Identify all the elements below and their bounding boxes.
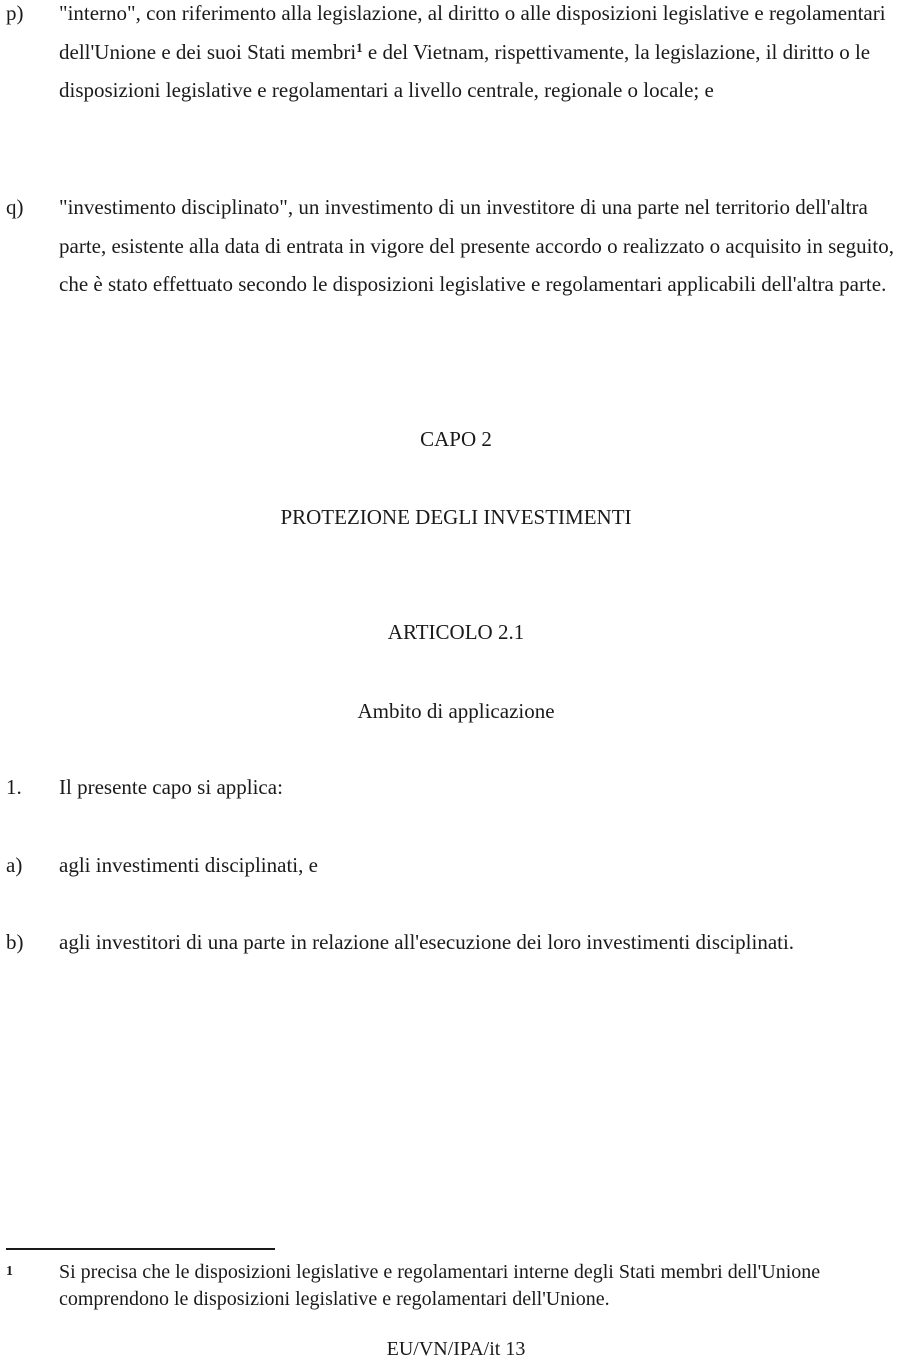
footnote	[0, 1259, 900, 1312]
footnote-separator	[6, 1248, 275, 1250]
definition-text	[59, 0, 897, 110]
definition-marker: q)	[6, 195, 24, 219]
definition-q	[0, 188, 900, 304]
paragraph-marker: b)	[6, 930, 24, 954]
definition-text-start: "interno", con riferimento alla legislazione, al diritto o alle disposizioni legislative e regolamentari dell'Unione e dei suoi Stati membri	[59, 1, 886, 64]
paragraph-text: agli investitori di una parte in relazione all'esecuzione dei loro investimenti disciplinati.	[59, 930, 795, 954]
chapter-number: CAPO 2	[420, 427, 492, 451]
footnote-reference[interactable]: 1	[356, 39, 363, 55]
paragraph-text: agli investimenti disciplinati, e	[59, 853, 318, 877]
footnote-marker: 1	[6, 1264, 13, 1279]
article-paragraph	[0, 846, 900, 885]
article-number: ARTICOLO 2.1	[387, 620, 525, 644]
paragraph-marker: a)	[6, 853, 23, 877]
definition-marker: p)	[6, 1, 24, 25]
article-title: Ambito di applicazione	[357, 699, 555, 723]
paragraph-text: Il presente capo si applica:	[59, 775, 283, 799]
page-reference: EU/VN/IPA/it 13	[386, 1338, 526, 1360]
footnote-text: Si precisa che le disposizioni legislative e regolamentari interne degli Stati membri dell'Unione comprendono le disposizioni legislative e regolamentari dell'Unione.	[59, 1261, 821, 1310]
definition-text: "investimento disciplinato", un investimento di un investitore di una parte nel territorio dell'altra parte, esistente alla data di entrata in vigore del presente accordo o realizzato o acquisito in seguito, che è stato effettuato secondo le disposizioni legislative e regolamentari applicabili dell'altra parte.	[59, 195, 894, 297]
definition-text-end: e del Vietnam, rispettivamente, la legislazione, il diritto o le disposizioni legislative e regolamentari a livello centrale, regionale o locale; e	[59, 39, 871, 103]
paragraph-marker: 1.	[6, 775, 22, 799]
definition-p	[0, 0, 900, 110]
article-paragraph	[0, 768, 900, 807]
article-paragraph	[0, 923, 900, 962]
chapter-title: PROTEZIONE DEGLI INVESTIMENTI	[280, 505, 632, 529]
